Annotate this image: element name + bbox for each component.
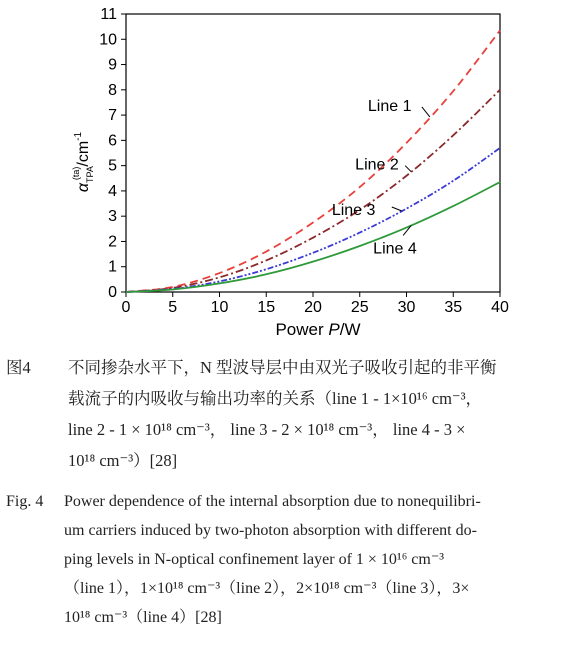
y-tick-label: 9 — [108, 56, 117, 74]
series-label-4: Line 4 — [373, 240, 417, 258]
x-tick-label: 30 — [397, 299, 416, 316]
x-tick-label: 35 — [444, 299, 463, 316]
x-tick-label: 40 — [491, 299, 509, 316]
series-label-leader — [422, 107, 430, 117]
x-tick-label: 5 — [168, 299, 178, 316]
caption-en-line: um carriers induced by two-photon absorption with different do- — [64, 522, 477, 539]
y-axis-label: $\alpha_{TPA}(ta)/cm^{-1}$ — [71, 131, 95, 193]
y-tick-label: 6 — [108, 132, 117, 150]
y-tick-label: 8 — [108, 81, 117, 99]
series-label-2: Line 2 — [355, 156, 399, 174]
series-line-3 — [126, 148, 500, 292]
caption-en-line: 10¹⁸ cm⁻³（line 4）[28] — [64, 609, 222, 626]
caption-cn-label: 图4 — [6, 358, 31, 377]
caption-cn-line: 不同掺杂水平下，N 型波导层中由双光子吸收引起的非平衡 — [68, 358, 497, 377]
caption-en-line: Power dependence of the internal absorption due to nonequilibri- — [64, 493, 481, 510]
caption-en-line: ping levels in N-optical confinement layer of 1 × 10¹⁶ cm⁻³ — [64, 551, 445, 568]
caption-cn-line: 载流子的内吸收与输出功率的关系（line 1 - 1×10¹⁶ cm⁻³， — [68, 389, 483, 408]
series-label-leader — [405, 166, 411, 172]
plot-frame — [99, 6, 509, 316]
plot-area-border — [126, 14, 500, 292]
series-label-3: Line 3 — [331, 202, 376, 220]
y-tick-label: 7 — [108, 107, 117, 125]
y-tick-label: 1 — [108, 258, 117, 276]
y-tick-label: 10 — [99, 31, 117, 49]
caption-chinese — [6, 352, 582, 476]
y-tick-label: 0 — [108, 284, 117, 301]
y-tick-label: 4 — [108, 182, 117, 200]
y-tick-label: 5 — [108, 157, 117, 175]
y-tick-label: 2 — [108, 233, 117, 251]
x-tick-label: 20 — [304, 299, 322, 316]
caption-english — [6, 487, 582, 632]
series-label-leader — [392, 207, 402, 211]
caption-cn-line: line 2 - 1 × 10¹⁸ cm⁻³， line 3 - 2 × 10¹⁸ cm⁻³， line 4 - 3 × — [68, 420, 466, 439]
caption-en-label: Fig. 4 — [6, 493, 44, 510]
y-tick-label: 11 — [100, 6, 117, 23]
series-label-1: Line 1 — [367, 97, 412, 115]
series-group — [126, 30, 500, 292]
y-tick-label: 3 — [108, 208, 117, 226]
x-tick-label: 10 — [210, 299, 229, 316]
x-tick-label: 25 — [350, 299, 369, 316]
x-tick-label: 15 — [257, 299, 276, 316]
caption-en-line: （line 1），1×10¹⁸ cm⁻³（line 2），2×10¹⁸ cm⁻³（line 3），3× — [64, 580, 470, 597]
caption-cn-line: 10¹⁸ cm⁻³）[28] — [68, 451, 178, 470]
x-axis-label: Power P/W — [275, 320, 361, 339]
x-tick-label: 0 — [121, 299, 131, 316]
